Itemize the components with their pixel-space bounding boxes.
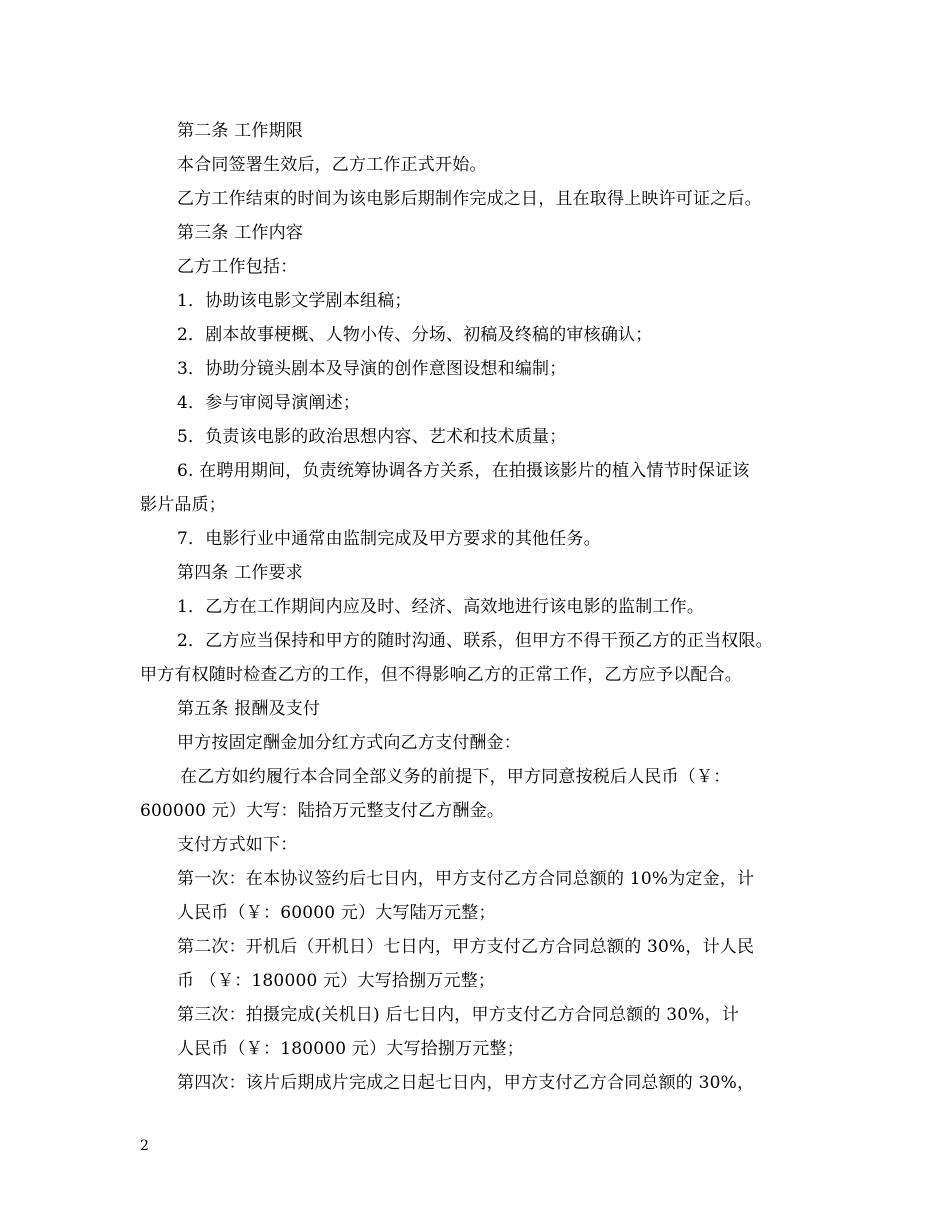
text-line: 第三条 工作内容 bbox=[177, 223, 304, 243]
text-line: 4．参与审阅导演阐述； bbox=[177, 393, 361, 413]
text-line: 支付方式如下： bbox=[177, 835, 298, 855]
text-line: 人民币（￥：60000 元）大写陆万元整； bbox=[177, 903, 496, 923]
text-line: 第四次：该片后期成片完成之日起七日内，甲方支付乙方合同总额的 30%， bbox=[177, 1073, 755, 1093]
text-line: 第三次：拍摄完成(关机日) 后七日内，甲方支付乙方合同总额的 30%，计 bbox=[177, 1005, 740, 1025]
text-line: 第四条 工作要求 bbox=[177, 563, 304, 583]
text-line: 2．剧本故事梗概、人物小传、分场、初稿及终稿的审核确认； bbox=[177, 325, 653, 345]
text-line: 乙方工作包括： bbox=[177, 257, 298, 277]
document-body bbox=[140, 114, 820, 1100]
text-line: 600000 元）大写：陆拾万元整支付乙方酬金。 bbox=[140, 801, 505, 821]
text-line: 第二次：开机后（开机日）七日内，甲方支付乙方合同总额的 30%，计人民 bbox=[177, 937, 755, 957]
text-line: 7．电影行业中通常由监制完成及甲方要求的其他任务。 bbox=[177, 529, 601, 549]
text-line: 乙方工作结束的时间为该电影后期制作完成之日，且在取得上映许可证之后。 bbox=[177, 189, 762, 209]
text-line: 甲方有权随时检查乙方的工作，但不得影响乙方的正常工作，乙方应予以配合。 bbox=[140, 665, 742, 685]
text-line: 第二条 工作期限 bbox=[177, 121, 304, 141]
text-line: 6. 在聘用期间，负责统筹协调各方关系，在拍摄该影片的植入情节时保证该 bbox=[177, 461, 750, 481]
text-line: 币 （￥：180000 元）大写拾捌万元整； bbox=[177, 971, 496, 991]
text-line: 影片品质； bbox=[140, 495, 226, 515]
text-line: 本合同签署生效后，乙方工作正式开始。 bbox=[177, 155, 487, 175]
text-line: 3．协助分镜头剧本及导演的创作意图设想和编制； bbox=[177, 359, 567, 379]
text-line: 第五条 报酬及支付 bbox=[177, 699, 321, 719]
text-line: 甲方按固定酬金加分红方式向乙方支付酬金： bbox=[177, 733, 521, 753]
text-line: 在乙方如约履行本合同全部义务的前提下，甲方同意按税后人民币（￥： bbox=[180, 767, 731, 787]
text-line: 第一次：在本协议签约后七日内，甲方支付乙方合同总额的 10%为定金，计 bbox=[177, 869, 755, 889]
text-line: 2．乙方应当保持和甲方的随时沟通、联系，但甲方不得干预乙方的正当权限。 bbox=[177, 631, 773, 651]
text-line: 1．协助该电影文学剧本组稿； bbox=[177, 291, 412, 311]
page-number: 2 bbox=[140, 1138, 149, 1154]
text-line: 1．乙方在工作期间内应及时、经济、高效地进行该电影的监制工作。 bbox=[177, 597, 705, 617]
text-line: 5．负责该电影的政治思想内容、艺术和技术质量； bbox=[177, 427, 567, 447]
text-line: 人民币（￥：180000 元）大写拾捌万元整； bbox=[177, 1039, 524, 1059]
